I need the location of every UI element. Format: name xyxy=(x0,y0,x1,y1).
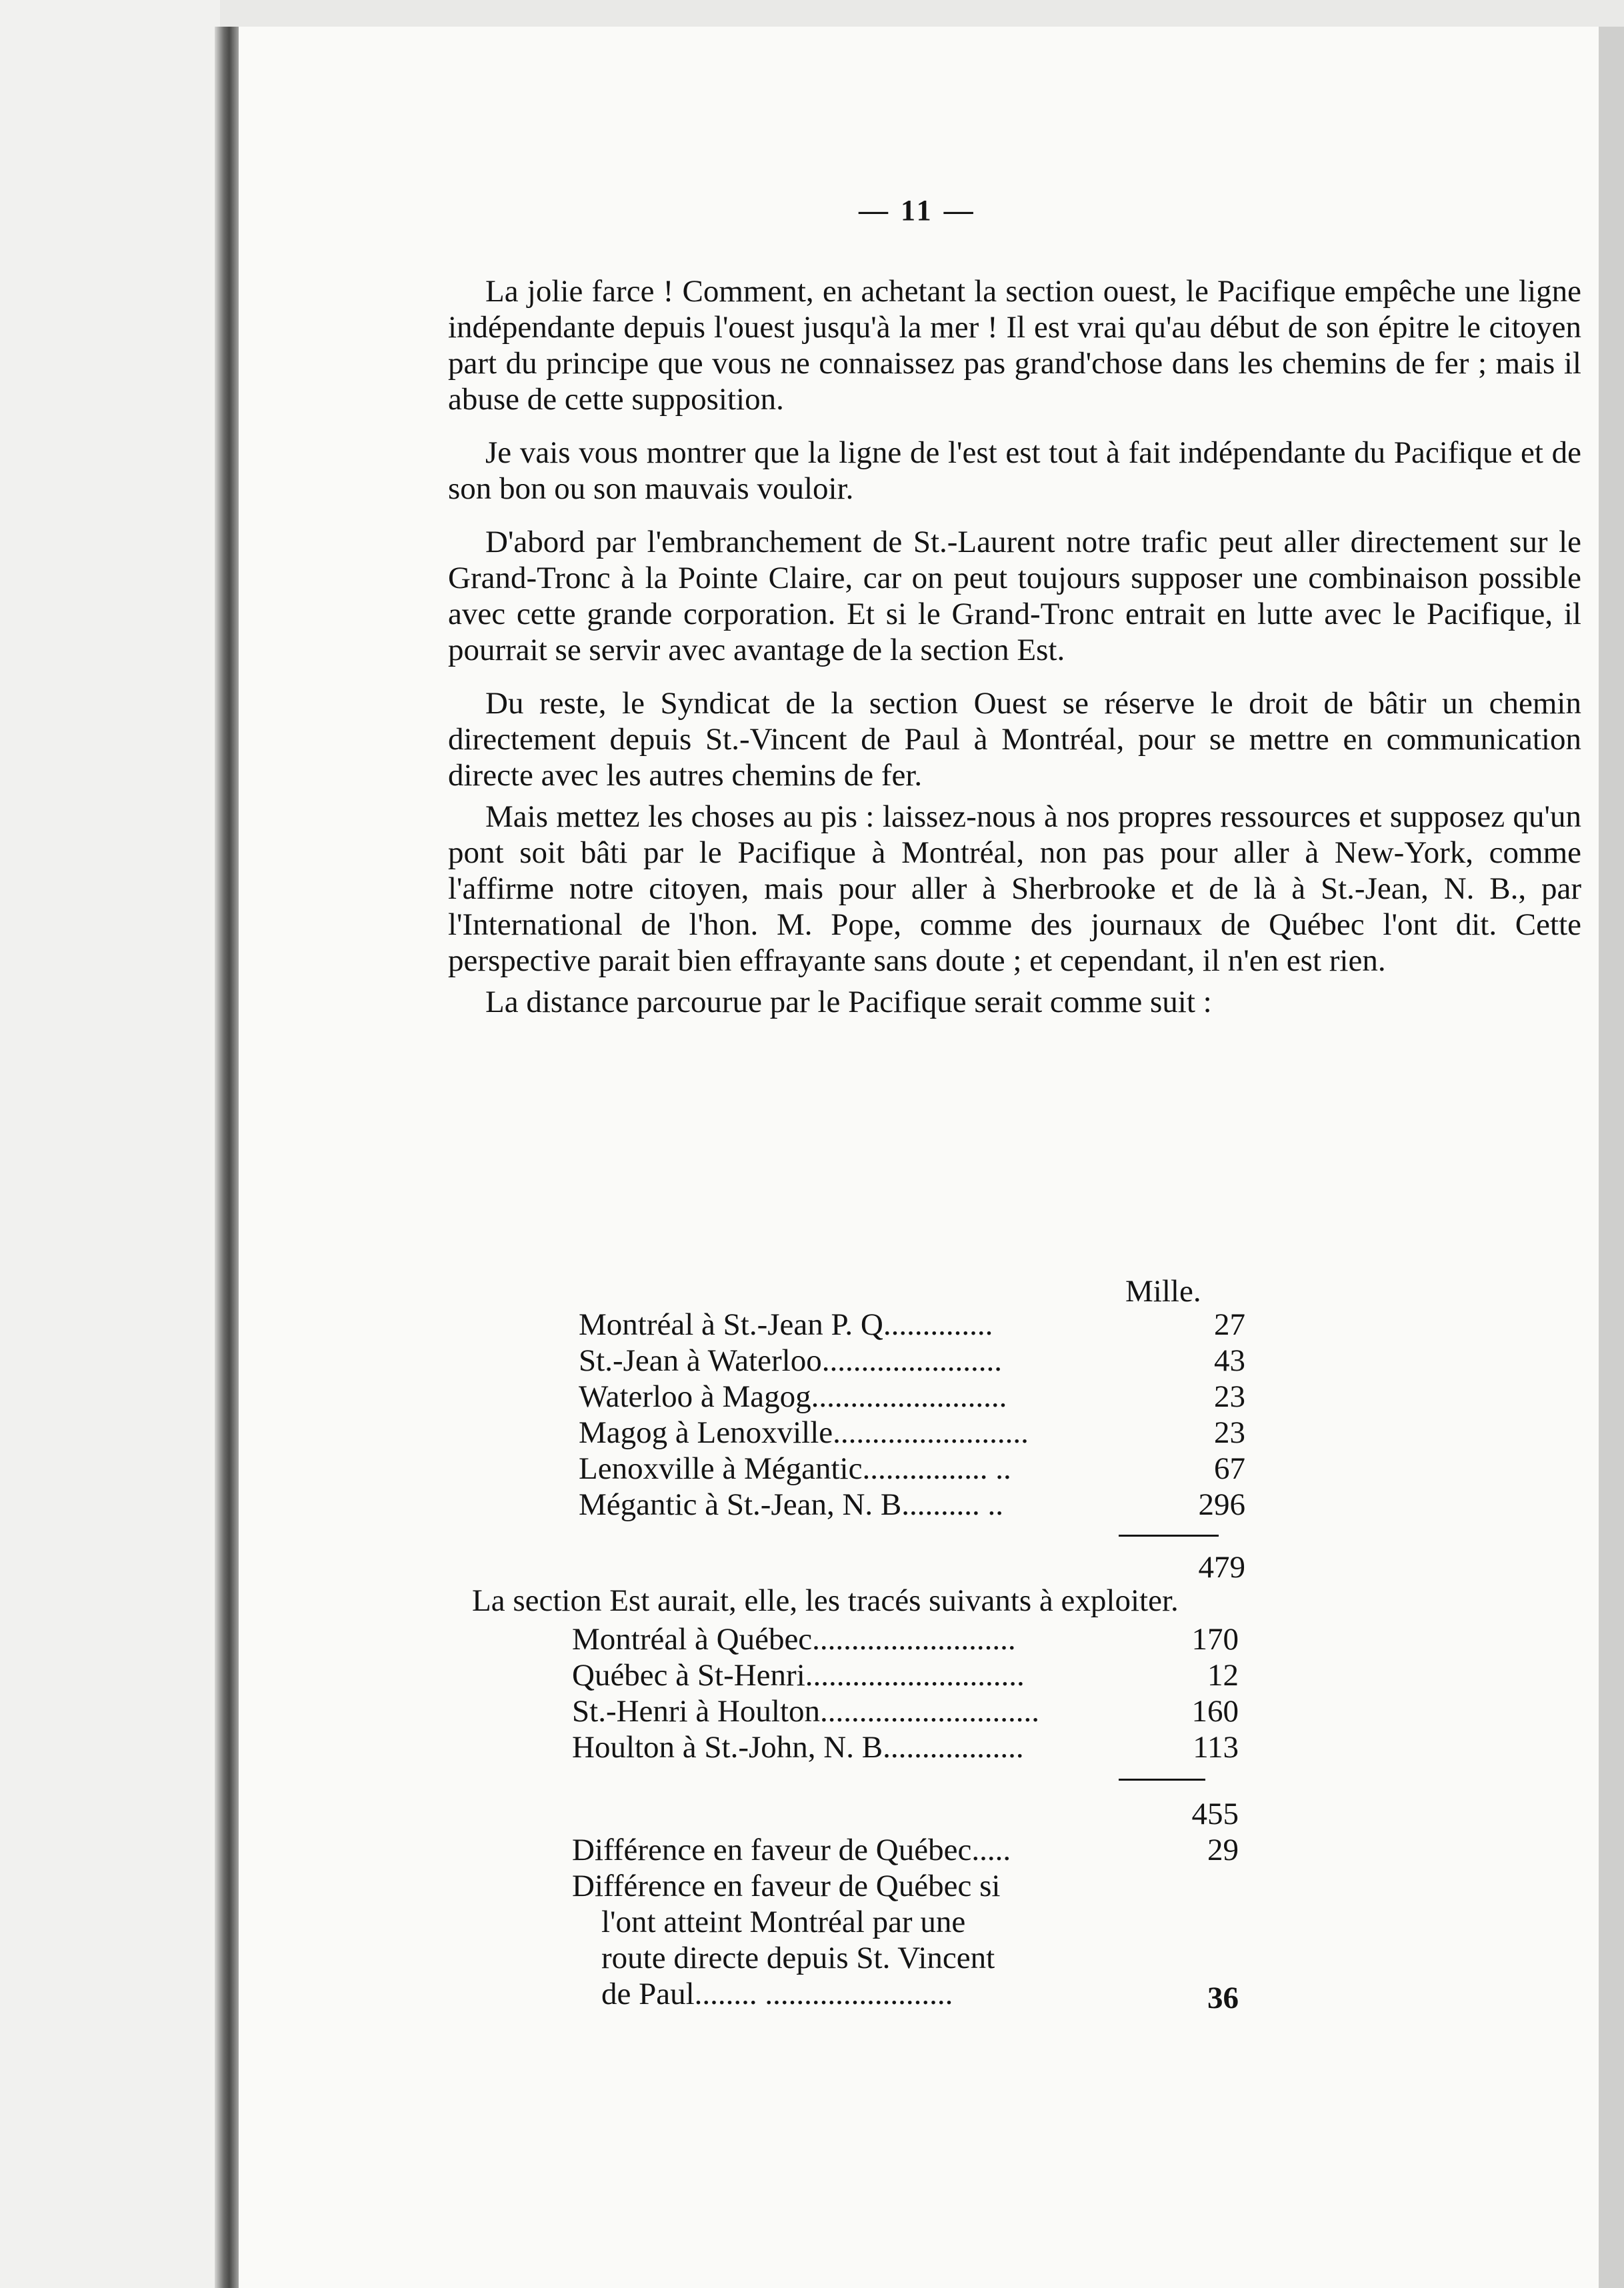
paragraph-6: La distance parcourue par le Pacifique serait comme suit : xyxy=(485,985,1212,1019)
route-label: Québec à St-Henri............................ xyxy=(572,1658,1025,1693)
difference-text-line: route directe depuis St. Vincent xyxy=(601,1941,995,1975)
route-miles: 12 xyxy=(1207,1658,1239,1693)
difference-miles: 36 xyxy=(1207,1981,1239,2015)
route-miles: 170 xyxy=(1191,1622,1239,1657)
distance-table xyxy=(239,27,1599,2288)
difference-miles: 29 xyxy=(1207,1833,1239,1867)
route-miles: 296 xyxy=(1198,1487,1245,1522)
paragraph-1: La jolie farce ! Comment, en achetant la section ouest, le Pacifique empêche une ligne indépendante depuis l'ouest jusqu'à la mer ! Il est vrai qu'au début de son épitre le citoyen part du principe que vous ne connaissez pas grand'chose dans les chemins de fer ; mais il abuse de cette supposition. xyxy=(448,274,1581,417)
route-miles: 113 xyxy=(1193,1730,1239,1765)
page-number: — 11 — xyxy=(859,194,976,227)
unit-header: Mille. xyxy=(1125,1274,1201,1309)
sum-rule xyxy=(1119,1779,1205,1781)
paragraph-2: Je vais vous montrer que la ligne de l'est est tout à fait indépendante du Pacifique et de son bon ou son mauvais vouloir. xyxy=(448,435,1581,506)
route-label: Houlton à St.-John, N. B.................. xyxy=(572,1730,1024,1765)
route-miles: 160 xyxy=(1191,1694,1239,1729)
route-label: Montréal à St.-Jean P. Q.............. xyxy=(579,1307,993,1342)
paragraph-5: Mais mettez les choses au pis : laissez-nous à nos propres ressources et supposez qu'un pont soit bâti par le Pacifique à Montréal, non pas pour aller à New-York, comme l'affirme notre citoyen, mais pour aller à Sherbrooke et de là à St.-Jean, N. B., par l'International de l'hon. M. Pope, comme des journaux de Québec l'ont dit. Cette perspective parait bien effrayante sans doute ; et cependant, il n'en est rien. xyxy=(448,799,1581,978)
sum-rule xyxy=(1119,1535,1219,1537)
route-label: Magog à Lenoxville......................... xyxy=(579,1415,1029,1450)
table-row xyxy=(579,1415,1245,1451)
difference-text-line: de Paul........ ........................ xyxy=(601,1977,953,2011)
difference-row xyxy=(572,1832,1239,1868)
route-label: St.-Henri à Houlton............................ xyxy=(572,1694,1040,1729)
table-row xyxy=(579,1451,1245,1487)
table-row xyxy=(572,1657,1239,1693)
route-label: St.-Jean à Waterloo....................... xyxy=(579,1343,1002,1378)
route-label: Waterloo à Magog......................... xyxy=(579,1379,1007,1414)
route-miles: 23 xyxy=(1214,1415,1245,1450)
difference-label: Différence en faveur de Québec..... xyxy=(572,1833,1011,1867)
table-row xyxy=(579,1343,1245,1379)
paragraph-3: D'abord par l'embranchement de St.-Laurent notre trafic peut aller directement sur le Grand-Tronc à la Pointe Claire, car on peut toujours supposer une combinaison possible avec cette grande corporation. Et si le Grand-Tronc entrait en lutte avec le Pacifique, il pourrait se servir avec avantage de la section Est. xyxy=(448,525,1581,667)
page-edge xyxy=(1599,27,1624,2288)
route-miles: 67 xyxy=(1214,1451,1245,1486)
east-section-intro: La section Est aurait, elle, les tracés suivants à exploiter. xyxy=(472,1583,1179,1618)
route-label: Mégantic à St.-Jean, N. B.......... .. xyxy=(579,1487,1004,1522)
table-row xyxy=(572,1621,1239,1657)
pacific-total: 479 xyxy=(1198,1550,1245,1585)
facing-page-margin xyxy=(0,0,220,2288)
table-row xyxy=(579,1487,1245,1523)
table-row xyxy=(572,1693,1239,1729)
route-miles: 27 xyxy=(1214,1307,1245,1342)
difference-miles-row xyxy=(1125,1980,1239,2016)
east-total: 455 xyxy=(1191,1797,1239,1831)
route-label: Montréal à Québec.......................... xyxy=(572,1622,1016,1657)
difference-text-line: l'ont atteint Montréal par une xyxy=(601,1905,966,1939)
paragraph-4: Du reste, le Syndicat de la section Ouest se réserve le droit de bâtir un chemin directement depuis St.-Vincent de Paul à Montréal, pour se mettre en communication directe avec les autres chemins de fer. xyxy=(448,686,1581,793)
route-miles: 43 xyxy=(1214,1343,1245,1378)
table-row xyxy=(572,1729,1239,1765)
table-row xyxy=(579,1307,1245,1343)
table-row xyxy=(579,1379,1245,1415)
route-miles: 23 xyxy=(1214,1379,1245,1414)
book-binding-gutter xyxy=(215,27,241,2288)
difference-text-line: Différence en faveur de Québec si xyxy=(572,1869,1001,1903)
book-page xyxy=(239,27,1599,2288)
route-label: Lenoxville à Mégantic................ .. xyxy=(579,1451,1011,1486)
